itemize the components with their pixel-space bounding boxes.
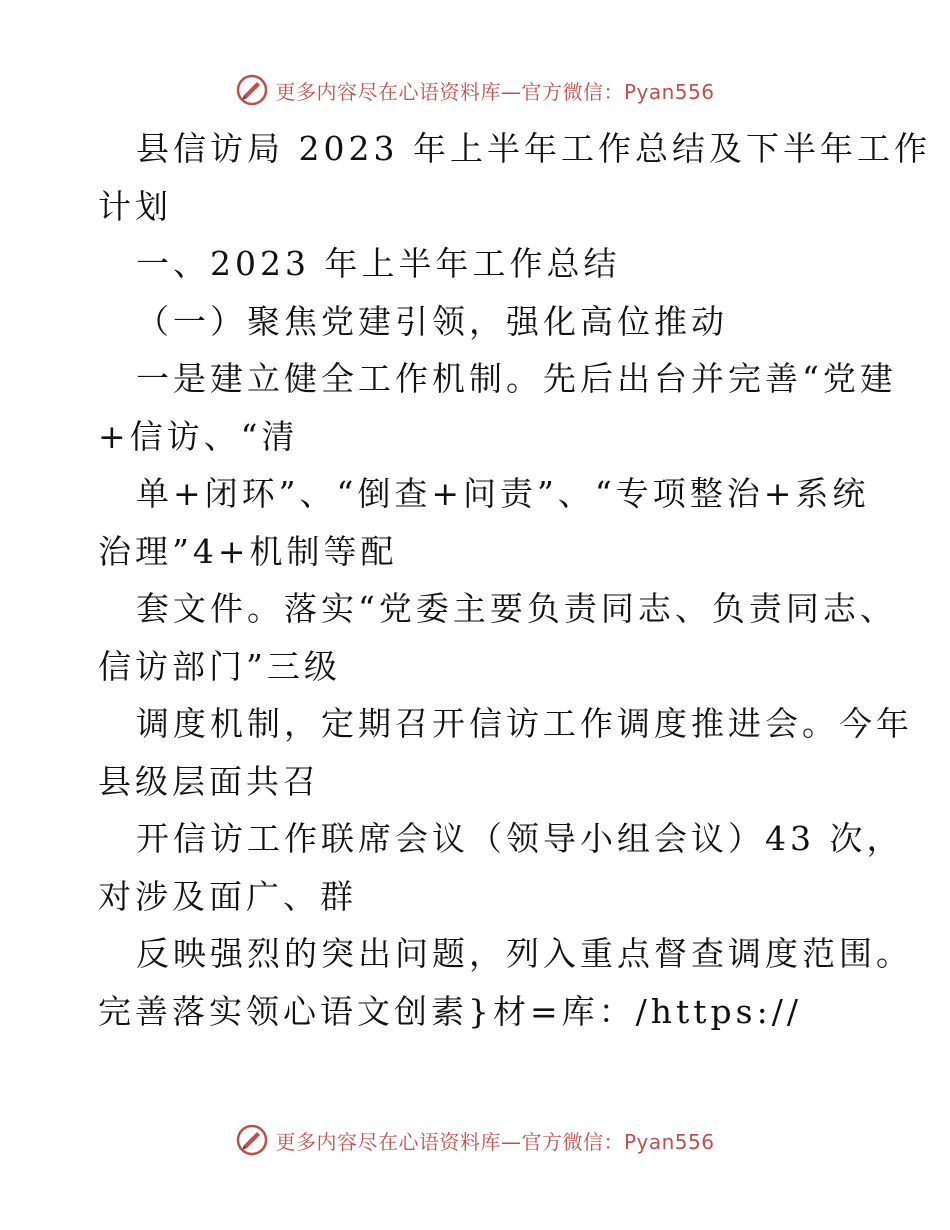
text-line: 计划 — [98, 186, 172, 226]
text-line: 单+闭环”、“倒查+问责”、“专项整治+系统 — [136, 474, 870, 513]
text-line: +信访、“清 — [98, 416, 299, 456]
section-heading: 一、2023 年上半年工作总结 — [136, 244, 621, 283]
document-body — [98, 120, 931, 1040]
text-line: 信访部门”三级 — [98, 646, 341, 686]
text-line: 县级层面共召 — [98, 761, 320, 801]
subsection-heading: （一）聚焦党建引领，强化高位推动 — [136, 301, 728, 341]
text-line: 完善落实领心语文创素}材=库：/https:// — [98, 991, 802, 1031]
footer-banner-text: 更多内容尽在心语资料库—官方微信：Pyan556 — [275, 1129, 715, 1154]
text-line: 反映强烈的突出问题，列入重点督查调度范围。 — [136, 934, 913, 973]
pen-seal-logo-icon — [235, 1123, 269, 1157]
text-line: 一是建立健全工作机制。先后出台并完善“党建 — [136, 359, 897, 398]
text-line: 套文件。落实“党委主要负责同志、负责同志、 — [136, 589, 897, 628]
text-line: 治理”4+机制等配 — [98, 531, 398, 571]
footer-banner — [0, 1120, 950, 1160]
pen-seal-logo-icon — [235, 73, 269, 107]
text-line: 县信访局 2023 年上半年工作总结及下半年工作 — [136, 129, 931, 168]
header-banner — [0, 70, 950, 110]
text-line: 对涉及面广、群 — [98, 876, 357, 916]
text-line: 调度机制，定期召开信访工作调度推进会。今年 — [136, 704, 913, 743]
text-line: 开信访工作联席会议（领导小组会议）43 次， — [136, 819, 904, 858]
header-banner-text: 更多内容尽在心语资料库—官方微信：Pyan556 — [275, 79, 715, 104]
